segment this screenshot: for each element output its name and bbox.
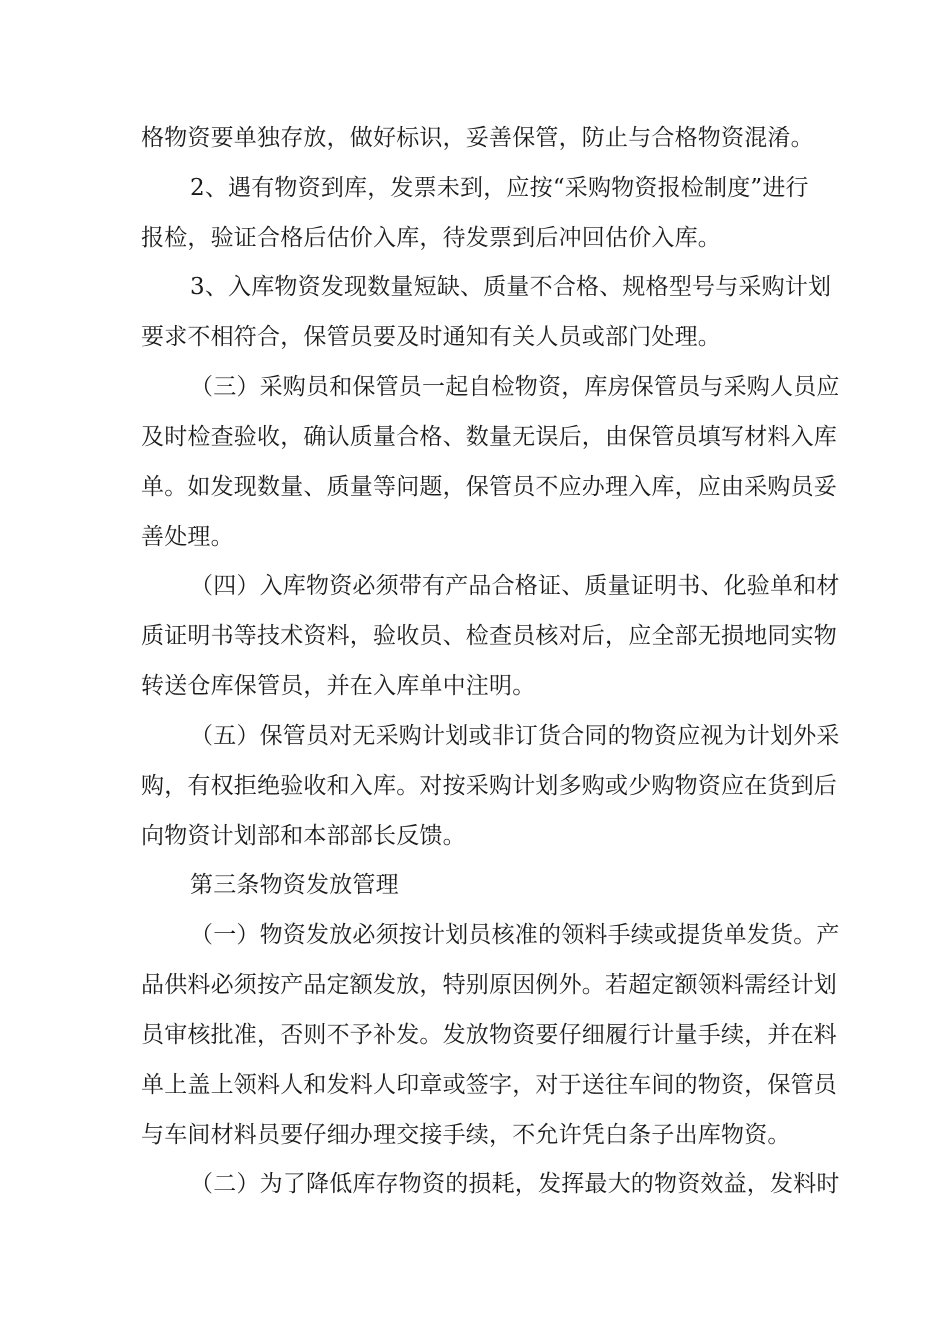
text-line: （四）入库物资必须带有产品合格证、质量证明书、化验单和材 <box>190 573 840 599</box>
text-line: 报检，验证合格后估价入库，待发票到后冲回估价入库。 <box>141 225 721 251</box>
text-line: （五）保管员对无采购计划或非订货合同的物资应视为计划外采 <box>190 723 840 749</box>
text-line: （二）为了降低库存物资的损耗，发挥最大的物资效益，发料时 <box>190 1171 840 1197</box>
text-line: 单上盖上领料人和发料人印章或签字，对于送往车间的物资，保管员 <box>141 1072 837 1098</box>
text-line: 购，有权拒绝验收和入库。对按采购计划多购或少购物资应在货到后 <box>141 773 837 799</box>
text-line: 与车间材料员要仔细办理交接手续，不允许凭白条子出库物资。 <box>141 1122 791 1148</box>
text-line: 格物资要单独存放，做好标识，妥善保管，防止与合格物资混淆。 <box>141 125 814 151</box>
text-line: 单。如发现数量、质量等问题，保管员不应办理入库，应由采购员妥 <box>141 474 837 500</box>
text-line: 3、入库物资发现数量短缺、质量不合格、规格型号与采购计划 <box>190 274 832 300</box>
text-line: （一）物资发放必须按计划员核准的领料手续或提货单发货。产 <box>190 922 840 948</box>
text-line: 员审核批准，否则不予补发。发放物资要仔细履行计量手续，并在料 <box>141 1022 837 1048</box>
text-line: 质证明书等技术资料，验收员、检查员核对后，应全部无损地同实物 <box>141 623 837 649</box>
text-line: 品供料必须按产品定额发放，特别原因例外。若超定额领料需经计划 <box>141 972 837 998</box>
text-line: 向物资计划部和本部部长反馈。 <box>141 823 466 849</box>
section-heading: 第三条物资发放管理 <box>190 872 399 898</box>
text-line: 2、遇有物资到库，发票未到，应按“采购物资报检制度”进行 <box>190 175 809 201</box>
text-line: 要求不相符合，保管员要及时通知有关人员或部门处理。 <box>141 324 721 350</box>
text-line: 善处理。 <box>141 524 234 550</box>
text-line: 转送仓库保管员，并在入库单中注明。 <box>141 673 536 699</box>
text-line: 及时检查验收，确认质量合格、数量无误后，由保管员填写材料入库 <box>141 424 837 450</box>
text-line: （三）采购员和保管员一起自检物资，库房保管员与采购人员应 <box>190 374 840 400</box>
